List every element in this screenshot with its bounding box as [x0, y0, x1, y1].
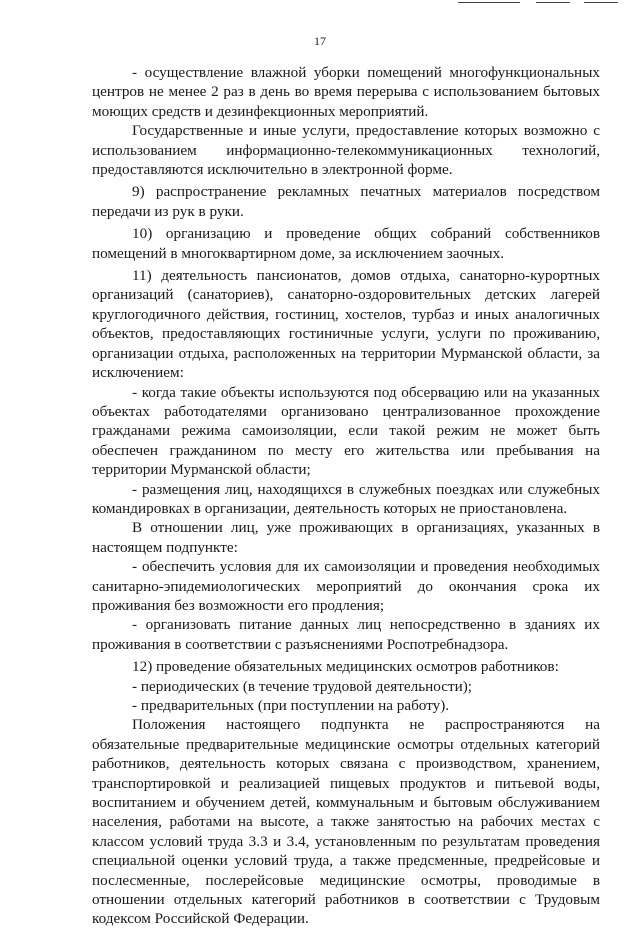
- page-number: 17: [314, 34, 326, 48]
- scan-marks: [458, 2, 618, 6]
- paragraph-cleaning: - осуществление влажной уборки помещений многофункциональных центров не менее 2 раз в день во время перерыва с использованием бытовых моющих средств и дезинфекционных мероприятий.: [92, 64, 600, 120]
- paragraph-electronic-services: Государственные и иные услуги, предоставление которых возможно с использованием информационно-телекоммуникационных технологий, предоставляются исключительно в электронной форме.: [92, 122, 600, 179]
- paragraph-preliminary: - предварительных (при поступлении на работу).: [132, 697, 450, 714]
- paragraph-item-9: 9) распространение рекламных печатных материалов посредством передачи из рук в руки.: [92, 183, 600, 220]
- paragraph-business-trips-exception: - размещения лиц, находящихся в служебных поездках или служебных командировках в организации, деятельность которых не приостановлена.: [92, 480, 600, 517]
- document-body: [92, 63, 600, 929]
- paragraph-item-10: 10) организацию и проведение общих собраний собственников помещений в многоквартирном доме, за исключением заочных.: [92, 225, 600, 262]
- paragraph-periodic: - периодических (в течение трудовой деятельности);: [132, 677, 473, 695]
- paragraph-item-12: 12) проведение обязательных медицинских осмотров работников:: [132, 658, 559, 676]
- paragraph-item-11: 11) деятельность пансионатов, домов отдыха, санаторно-курортных организаций (санаториев), санаторно-оздоровительных детских лагерей круглогодичного действия, гостиниц, хостелов, турбаз и иных аналогичных объектов, предоставляющих гостиничные услуги, услуги по проживанию, организации отдыха, расположенных на территории Мурманской области, за исключением:: [92, 267, 600, 382]
- paragraph-catering: - организовать питание данных лиц непосредственно в зданиях их проживания в соответствии с разъяснениями Роспотребнадзора.: [92, 616, 600, 653]
- paragraph-provisions: Положения настоящего подпункта не распространяются на обязательные предварительные медицинские осмотры отдельных категорий работников, деятельность которых связана с производством, хранением, транспортировкой и реализацией пищевых продуктов и питьевой воды, воспитанием и обучением детей, коммунальным и бытовым обслуживанием населения, работами на высоте, а также занятостью на рабочих местах с классом условий труда 3.3 и 3.4, установленным по результатам проведения специальной оценки условий труда, а также предсменные, предрейсовые и послесменные, послерейсовые медицинские осмотры, проводимые в отношении отдельных категорий работников в соответствии с Трудовым кодексом Российской Федерации.: [92, 716, 600, 928]
- paragraph-self-isolation: - обеспечить условия для их самоизоляции и проведения необходимых санитарно-эпидемиологических мероприятий до окончания срока их проживания без возможности его продления;: [92, 558, 600, 614]
- paragraph-residents: В отношении лиц, уже проживающих в организациях, указанных в настоящем подпункте:: [92, 519, 600, 556]
- paragraph-observation-exception: - когда такие объекты используются под обсервацию или на указанных объектах работодателями организовано централизованное прохождение гражданами режима самоизоляции, если такой режим не может быть обеспечен гражданином по месту его жительства или пребывания на территории Мурманской области;: [92, 383, 600, 479]
